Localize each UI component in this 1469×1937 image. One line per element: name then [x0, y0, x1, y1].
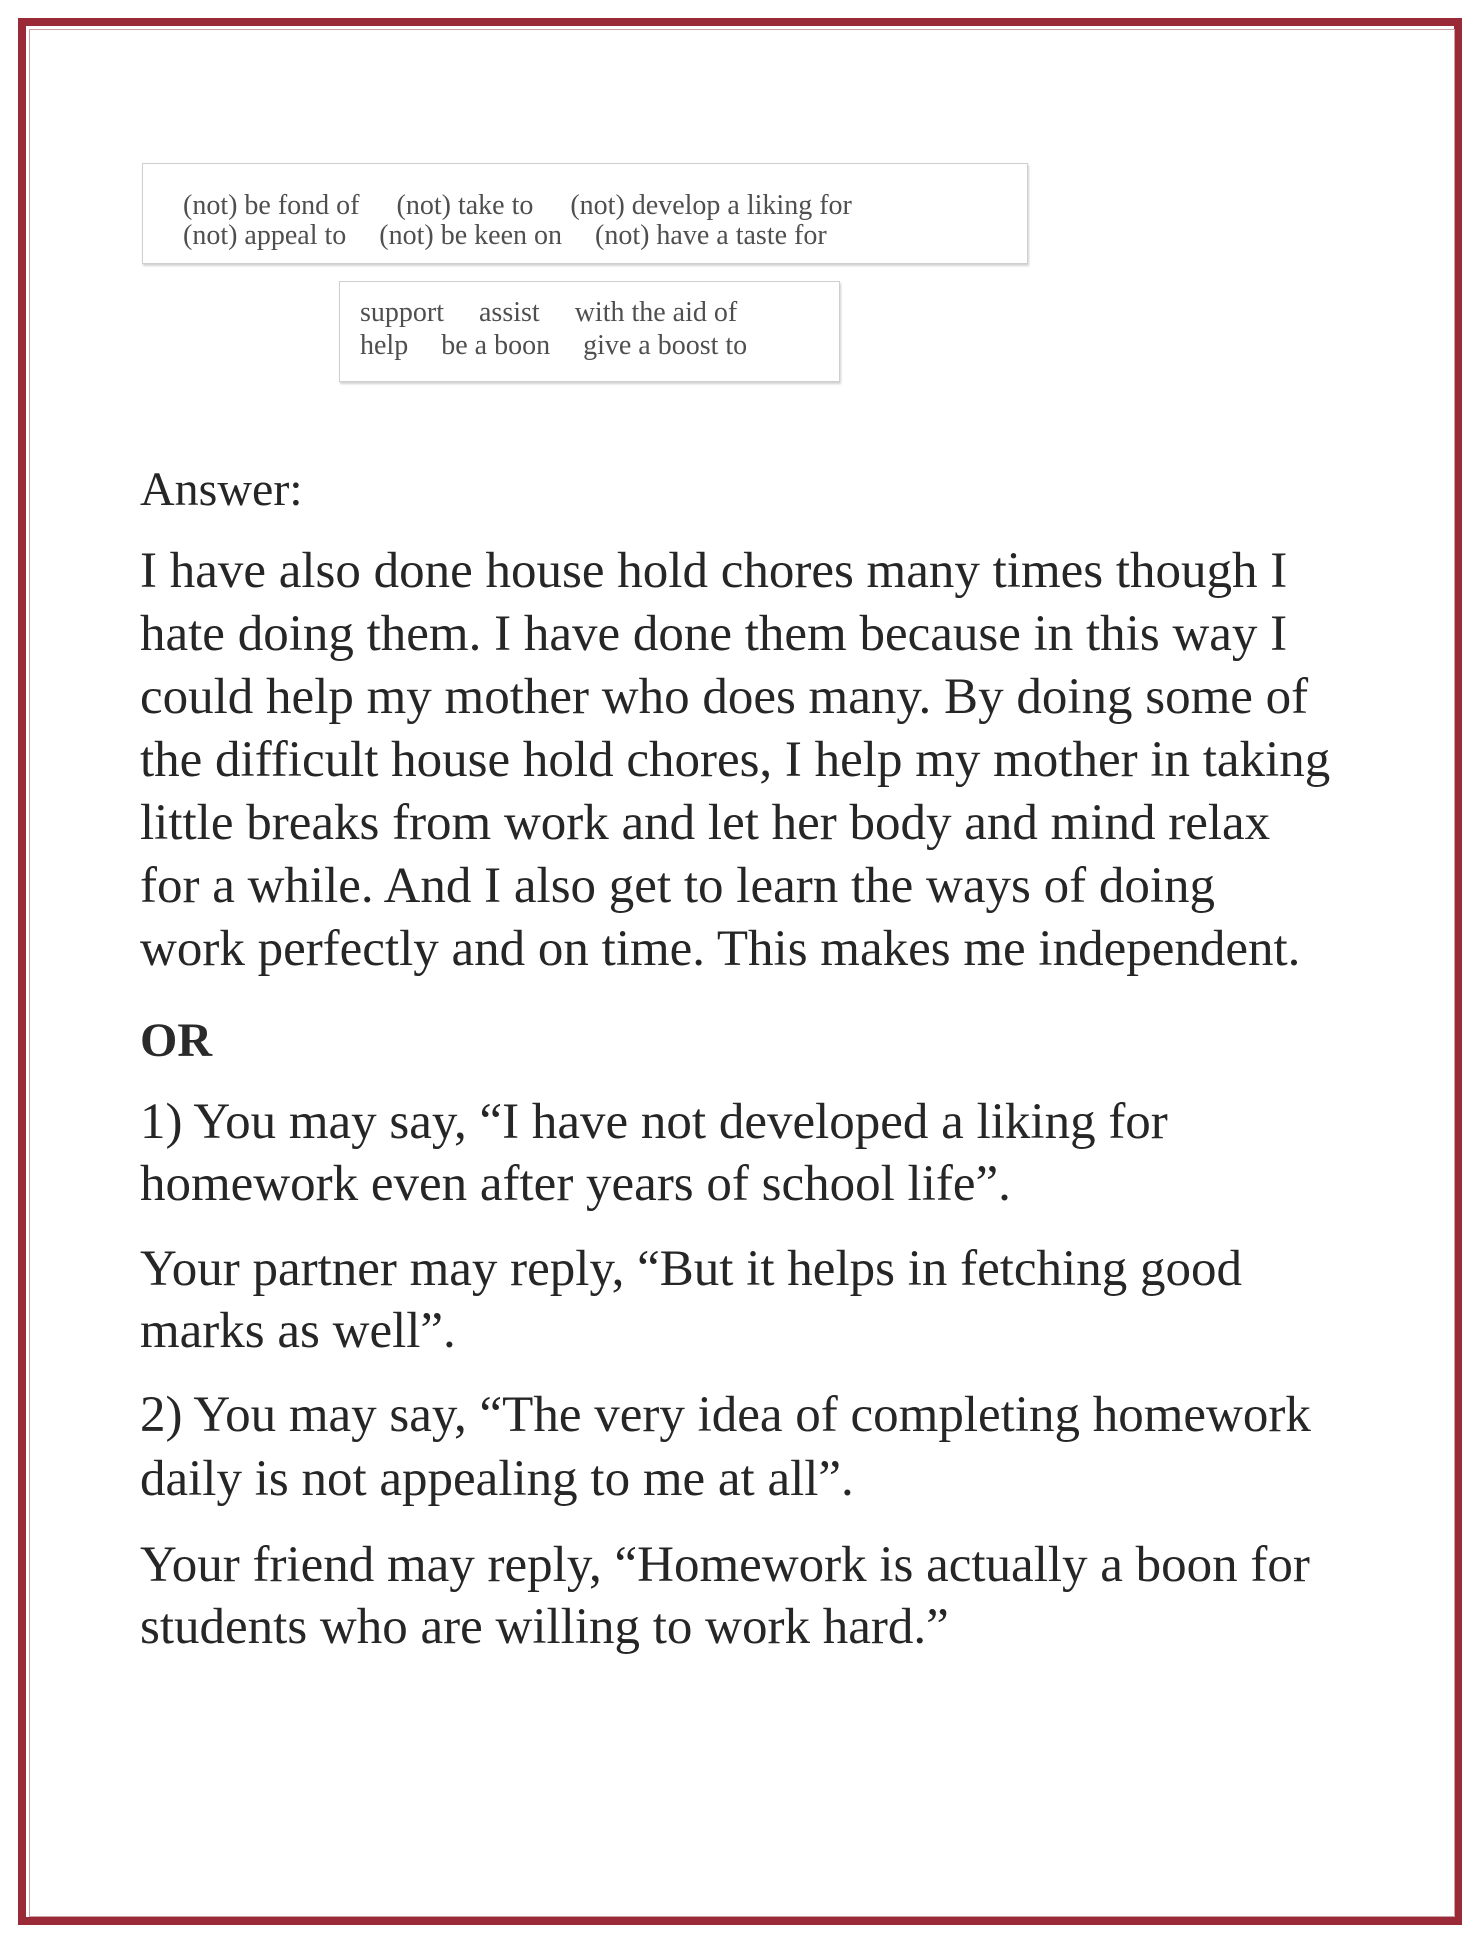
paragraph-line: I have also done house hold chores many times though I: [140, 543, 1288, 599]
phrase-box-help: [339, 281, 840, 382]
paragraph-line: could help my mother who does many. By doing some of: [140, 669, 1309, 725]
paragraph-line: the difficult house hold chores, I help my mother in taking: [140, 732, 1331, 788]
paragraph-line: hate doing them. I have done them because in this way I: [140, 606, 1288, 662]
paragraph-line: 2) You may say, “The very idea of completing homework: [140, 1387, 1311, 1443]
paragraph-line: Your friend may reply, “Homework is actually a boon for: [140, 1537, 1310, 1593]
phrase-row: [183, 220, 827, 252]
phrase-row: [360, 297, 737, 329]
answer-label: Answer:: [140, 463, 303, 516]
phrase-box-liking: [142, 163, 1028, 264]
phrase: (not) be keen on: [379, 220, 562, 251]
paragraph-line: students who are willing to work hard.”: [140, 1599, 949, 1655]
or-heading: OR: [140, 1014, 212, 1067]
paragraph-line: for a while. And I also get to learn the ways of doing: [140, 858, 1215, 914]
paragraph-line: marks as well”.: [140, 1303, 456, 1359]
phrase: assist: [479, 297, 540, 328]
paragraph-line: daily is not appealing to me at all”.: [140, 1451, 854, 1507]
phrase: give a boost to: [583, 330, 748, 361]
phrase: (not) develop a liking for: [570, 190, 852, 221]
paragraph-line: 1) You may say, “I have not developed a liking for: [140, 1094, 1168, 1150]
phrase-row: [360, 330, 747, 362]
phrase: help: [360, 330, 409, 361]
paragraph-line: homework even after years of school life”.: [140, 1156, 1011, 1212]
phrase: (not) be fond of: [183, 190, 360, 221]
paragraph-line: work perfectly and on time. This makes me independent.: [140, 921, 1301, 977]
phrase: with the aid of: [574, 297, 738, 328]
phrase: be a boon: [441, 330, 551, 361]
phrase: (not) appeal to: [183, 220, 347, 251]
paragraph-line: Your partner may reply, “But it helps in fetching good: [140, 1241, 1242, 1297]
phrase-row: [183, 190, 852, 222]
phrase: (not) take to: [396, 190, 534, 221]
paragraph-line: little breaks from work and let her body and mind relax: [140, 795, 1271, 851]
phrase: support: [360, 297, 444, 328]
phrase: (not) have a taste for: [595, 220, 827, 251]
